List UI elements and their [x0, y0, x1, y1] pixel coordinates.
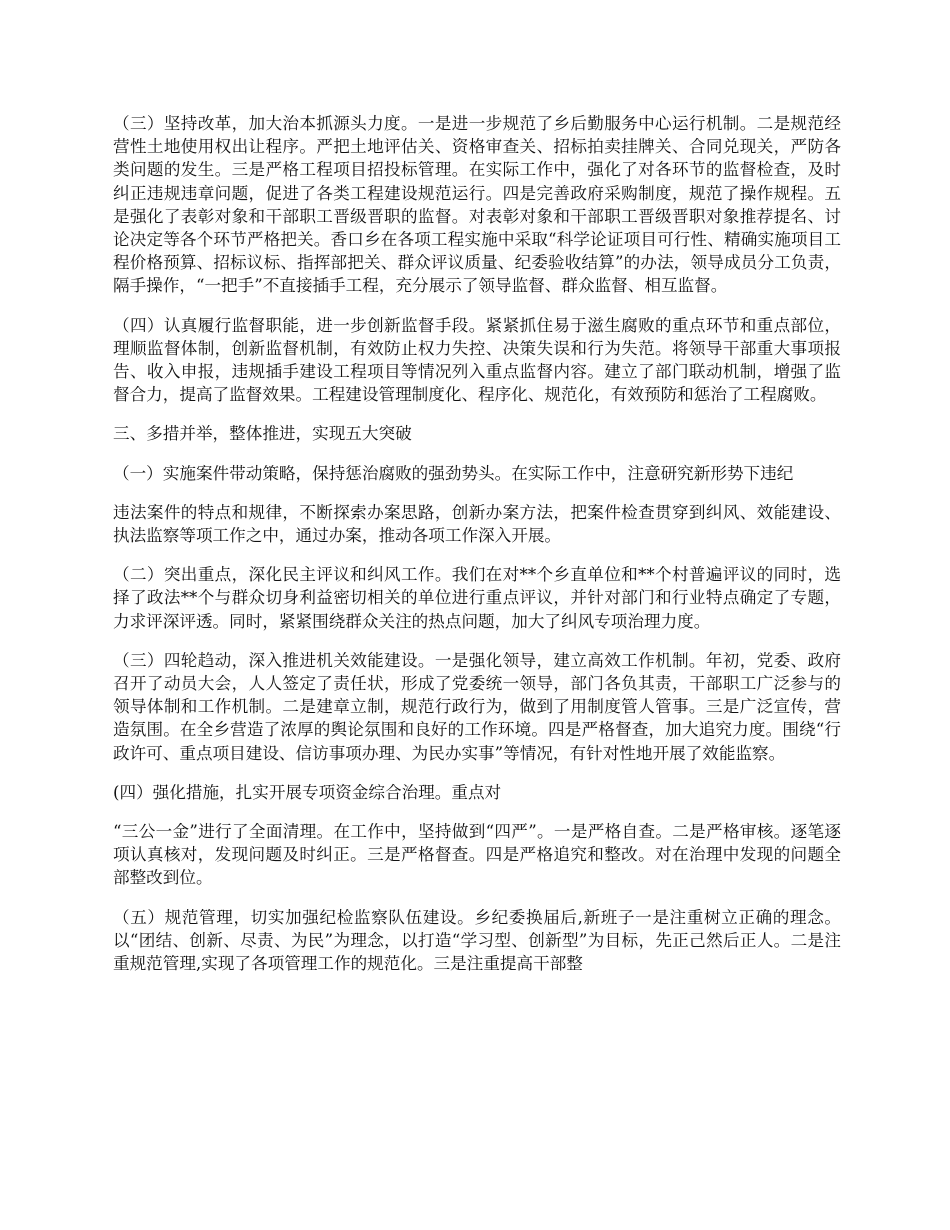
- paragraph-efficiency: （三）四轮趋动，深入推进机关效能建设。一是强化领导，建立高效工作机制。年初，党委、政府召开了动员大会，人人签定了责任状，形成了党委统一领导，部门各负其责，干部职工广泛参与的领导体制和工作机制。二是建章立制，规范行政行为，做到了用制度管人管事。三是广泛宣传，营造氛围。在全乡营造了浓厚的舆论氛围和良好的工作环境。四是严格督查，加大追究力度。围绕“行政许可、重点项目建设、信访事项办理、为民办实事”等情况，有针对性地开展了效能监察。: [113, 650, 841, 763]
- paragraph-special-funds: (四）强化措施，扎实开展专项资金综合治理。重点对: [113, 782, 502, 802]
- paragraph-case-continued: 违法案件的特点和规律，不断探索办案思路，创新办案方法，把案件检查贯穿到纠风、效能建设、执法监察等项工作之中，通过办案，推动各项工作深入开展。: [113, 502, 841, 546]
- paragraph-special-funds-continued: “三公一金”进行了全面清理。在工作中，坚持做到“四严”。一是严格自查。二是严格审核。逐笔逐项认真核对，发现问题及时纠正。三是严格督查。四是严格追究和整改。对在治理中发现的问题全部整改到位。: [113, 822, 841, 888]
- paragraph-democratic-review: （二）突出重点，深化民主评议和纠风工作。我们在对**个乡直单位和**个村普遍评议的同时，选择了政法**个与群众切身利益密切相关的单位进行重点评议，并针对部门和行业特点确定了专题，力求评深评透。同时，紧紧围绕群众关注的热点问题，加大了纠风专项治理力度。: [113, 565, 841, 631]
- paragraph-reform: （三）坚持改革，加大治本抓源头力度。一是进一步规范了乡后勤服务中心运行机制。二是规范经营性土地使用权出让程序。严把土地评估关、资格审查关、招标拍卖挂牌关、合同兑现关，严防各类问题的发生。三是严格工程项目招投标管理。在实际工作中，强化了对各环节的监督检查，及时纠正违规违章问题，促进了各类工程建设规范运行。四是完善政府采购制度，规范了操作规程。五是强化了表彰对象和干部职工晋级晋职的监督。对表彰对象和干部职工晋级晋职对象推荐提名、讨论决定等各个环节严格把关。香口乡在各项工程实施中采取“科学论证项目可行性、精确实施项目工程价格预算、招标议标、指挥部把关、群众评议质量、纪委验收结算”的办法，领导成员分工负责，隔手操作，“一把手”不直接插手工程，充分展示了领导监督、群众监督、相互监督。: [113, 114, 841, 296]
- paragraph-team-building: （五）规范管理，切实加强纪检监察队伍建设。乡纪委换届后,新班子一是注重树立正确的理念。以“团结、创新、尽责、为民”为理念，以打造“学习型、创新型”为目标，先正己然后正人。二是注重规范管理,实现了各项管理工作的规范化。三是注重提高干部整: [113, 907, 841, 974]
- section-heading: 三、多措并举，整体推进，实现五大突破: [113, 424, 412, 444]
- paragraph-supervision: （四）认真履行监督职能，进一步创新监督手段。紧紧抓住易于滋生腐败的重点环节和重点部位，理顺监督体制，创新监督机制，有效防止权力失控、决策失误和行为失范。将领导干部重大事项报告、收入申报，违规插手建设工程项目等情况列入重点监督内容。建立了部门联动机制，增强了监督合力，提高了监督效果。工程建设管理制度化、程序化、规范化，有效预防和惩治了工程腐败。: [113, 315, 841, 405]
- paragraph-case-strategy: （一）实施案件带动策略，保持惩治腐败的强劲势头。在实际工作中，注意研究新形势下违纪: [113, 463, 794, 483]
- document-page: [113, 112, 841, 991]
